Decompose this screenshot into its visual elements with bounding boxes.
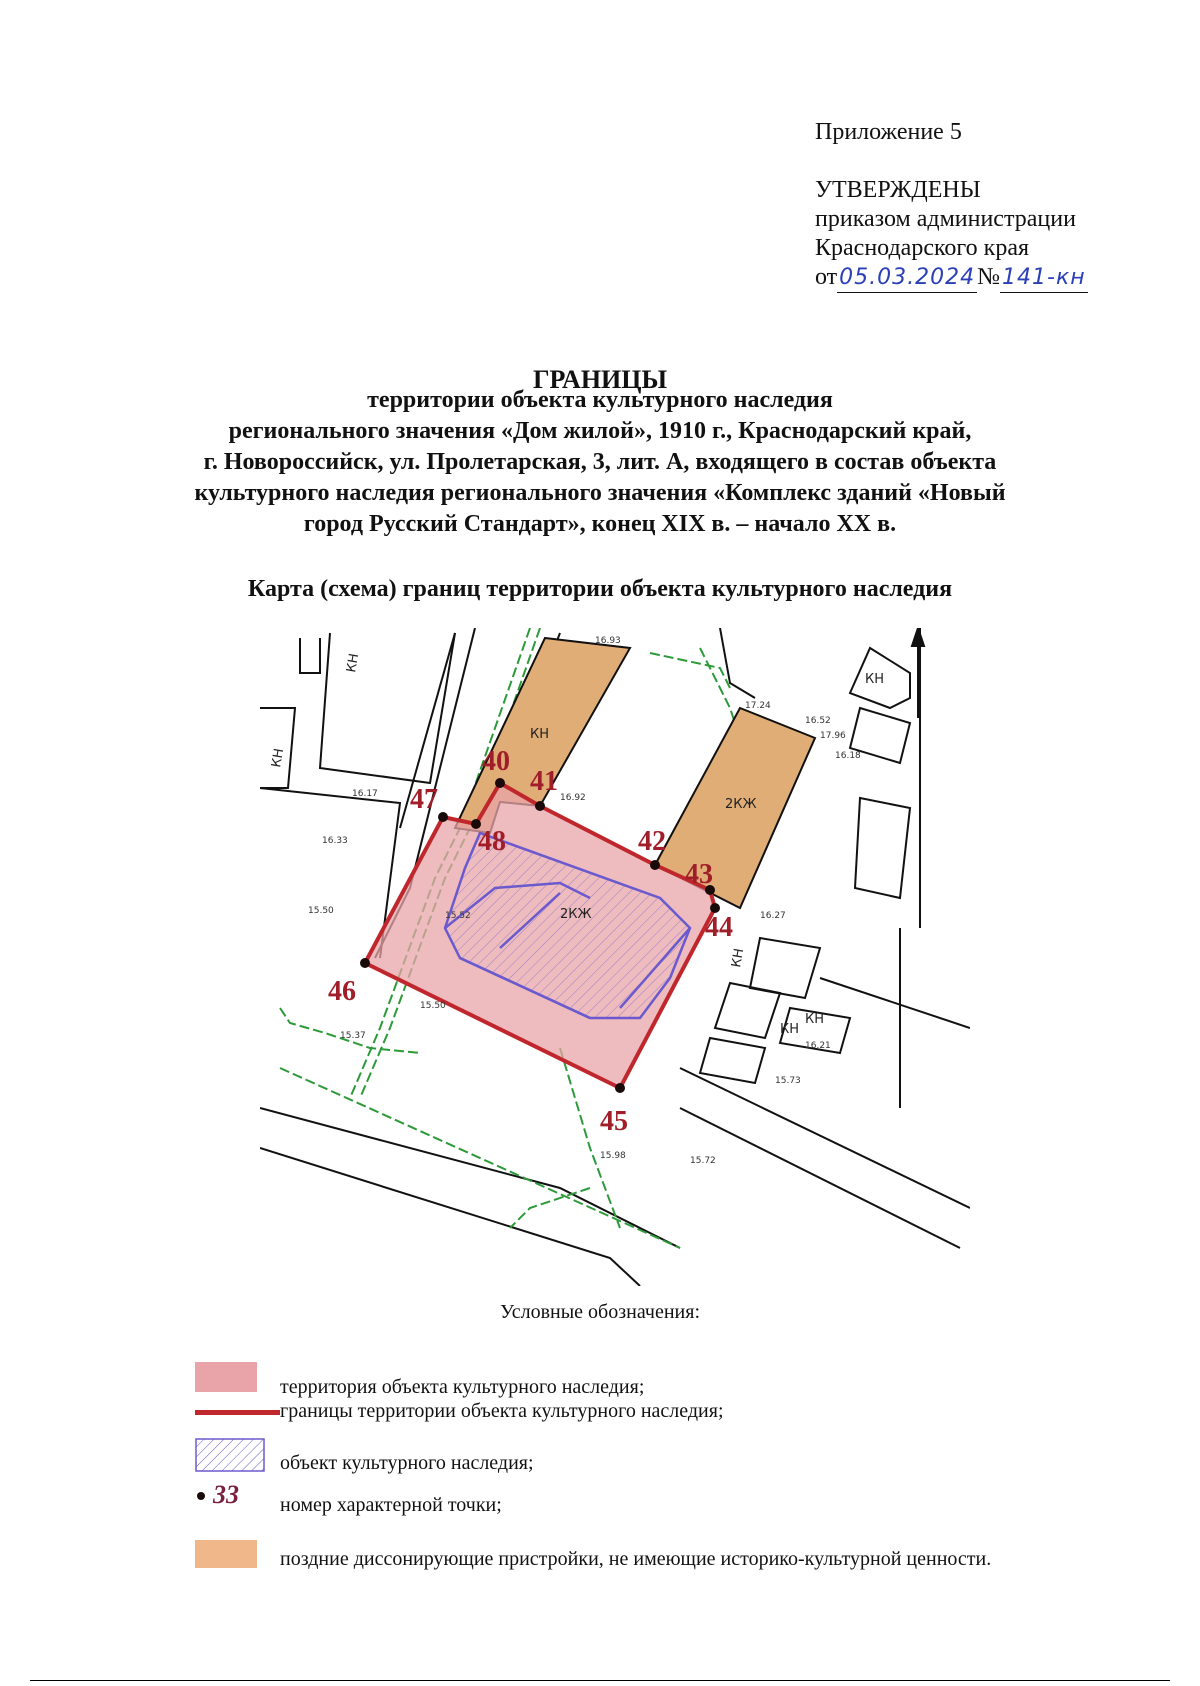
subtitle-line-3: г. Новороссийск, ул. Пролетарская, 3, лит. А, входящего в состав объекта: [203, 449, 997, 475]
point-45: [615, 1083, 625, 1093]
label-44: 44: [705, 912, 733, 943]
boundary-map: [260, 628, 970, 1286]
appendix-label: Приложение 5: [815, 119, 962, 145]
point-41: [535, 801, 545, 811]
date-value: 05.03.2024: [837, 263, 977, 293]
point-47: [438, 812, 448, 822]
svg-text:16.17: 16.17: [352, 789, 378, 799]
bld-label-7: 2КЖ: [725, 797, 757, 812]
subtitle-line-1: территории объекта культурного наследия: [367, 387, 833, 413]
doc-heading: ГРАНИЦЫ: [532, 365, 668, 394]
legend-swatch-boundary: [195, 1410, 280, 1415]
svg-text:15.37: 15.37: [340, 1031, 366, 1041]
svg-text:16.52: 16.52: [805, 716, 831, 726]
legend-text-dissonant: поздние диссонирующие пристройки, не имеющие историко-культурной ценности.: [280, 1548, 992, 1570]
legend-text-territory: территория объекта культурного наследия;: [280, 1376, 645, 1398]
legend-swatch-dissonant: [195, 1540, 257, 1568]
bld-label-3: КН: [865, 672, 885, 687]
legend-point-number: 33: [213, 1480, 239, 1509]
bld-label-8: 2КЖ: [560, 907, 592, 922]
bld-label-6: КН: [729, 947, 748, 969]
approval-block: [815, 118, 1088, 293]
bld-label-5: КН: [805, 1012, 825, 1027]
legend-title: Условные обозначения:: [499, 1301, 701, 1323]
bottom-rule: [30, 1680, 1170, 1681]
label-42: 42: [638, 826, 666, 857]
subtitle-line-2: регионального значения «Дом жилой», 1910 г., Краснодарский край,: [228, 418, 972, 444]
point-42: [650, 860, 660, 870]
legend-text-point: номер характерной точки;: [280, 1494, 502, 1516]
doc-subtitle: [0, 385, 1200, 540]
svg-text:15.50: 15.50: [420, 1001, 446, 1011]
bld-label-9: КН: [530, 727, 550, 742]
svg-text:17.24: 17.24: [745, 701, 771, 711]
label-41: 41: [530, 766, 558, 797]
svg-text:16.18: 16.18: [835, 751, 861, 761]
label-48: 48: [478, 826, 506, 857]
label-47: 47: [410, 784, 438, 815]
svg-text:16.21: 16.21: [805, 1041, 831, 1051]
number-prefix: №: [977, 264, 1001, 290]
svg-text:15.73: 15.73: [775, 1076, 801, 1086]
svg-text:16.92: 16.92: [560, 793, 586, 803]
label-40: 40: [482, 746, 510, 777]
order-line-2: Краснодарского края: [815, 235, 1030, 261]
svg-text:15.50: 15.50: [308, 906, 334, 916]
label-46: 46: [328, 976, 356, 1007]
bld-label-2: КН: [269, 747, 288, 769]
bld-label-4: КН: [780, 1022, 800, 1037]
date-prefix: от: [815, 264, 838, 290]
order-line-1: приказом администрации: [815, 206, 1076, 232]
map-title: Карта (схема) границ территории объекта культурного наследия: [247, 576, 953, 602]
number-value: 141-кн: [1000, 263, 1088, 293]
approved-label: УТВЕРЖДЕНЫ: [815, 177, 981, 203]
svg-text:15.98: 15.98: [600, 1151, 626, 1161]
svg-text:15.72: 15.72: [690, 1156, 716, 1166]
legend-text-boundary: границы территории объекта культурного наследия;: [280, 1400, 724, 1422]
svg-text:16.93: 16.93: [595, 636, 621, 646]
date-number-line: [815, 263, 1088, 293]
legend-swatch-object: [195, 1438, 265, 1472]
svg-text:16.33: 16.33: [322, 836, 348, 846]
bld-label-1: КН: [344, 652, 363, 674]
point-46: [360, 958, 370, 968]
legend-text-object: объект культурного наследия;: [280, 1452, 534, 1474]
svg-text:15.52: 15.52: [445, 911, 471, 921]
legend-swatch-territory: [195, 1362, 257, 1392]
subtitle-line-4: культурного наследия регионального значения «Комплекс зданий «Новый: [194, 480, 1006, 506]
svg-text:16.27: 16.27: [760, 911, 786, 921]
svg-text:17.96: 17.96: [820, 731, 846, 741]
label-45: 45: [600, 1106, 628, 1137]
point-40: [495, 778, 505, 788]
label-43: 43: [685, 859, 713, 890]
subtitle-line-5: город Русский Стандарт», конец XIX в. – начало XX в.: [303, 511, 897, 537]
legend-point-dot: [197, 1492, 205, 1500]
legend: [195, 1362, 1195, 1602]
